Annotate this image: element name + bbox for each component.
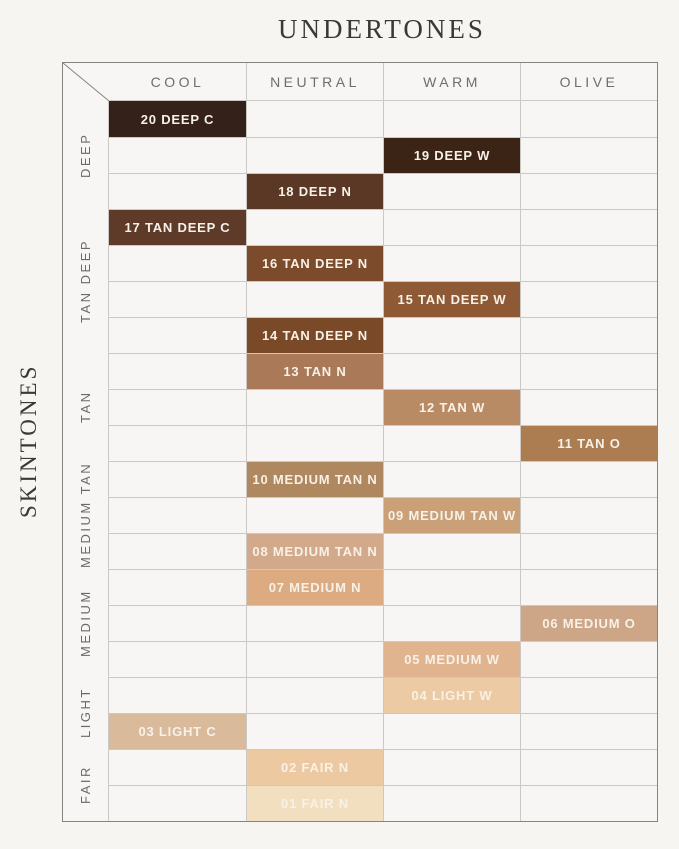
empty-cell	[383, 570, 520, 605]
shade-swatch: 19 DEEP W	[383, 138, 520, 173]
empty-cell	[246, 101, 383, 137]
shade-table	[62, 62, 658, 822]
empty-cell	[383, 426, 520, 461]
shade-row	[109, 245, 657, 281]
shade-swatch: 03 LIGHT C	[109, 714, 246, 749]
shade-swatch: 17 TAN DEEP C	[109, 210, 246, 245]
empty-cell	[109, 138, 246, 173]
shade-row	[109, 173, 657, 209]
shade-swatch: 16 TAN DEEP N	[246, 246, 383, 281]
skintone-group-label: MEDIUM TAN	[78, 461, 93, 569]
shade-swatch: 11 TAN O	[520, 426, 657, 461]
skintone-group-label: LIGHT	[78, 687, 93, 739]
column-header-warm: WARM	[383, 63, 520, 101]
empty-cell	[520, 138, 657, 173]
empty-cell	[109, 174, 246, 209]
undertone-header-row	[63, 63, 657, 101]
shade-row	[109, 101, 657, 137]
shade-swatch: 04 LIGHT W	[383, 678, 520, 713]
empty-cell	[520, 534, 657, 569]
empty-cell	[246, 282, 383, 317]
chart-title: UNDERTONES	[278, 14, 486, 44]
shade-swatch: 08 MEDIUM TAN N	[246, 534, 383, 569]
empty-cell	[520, 570, 657, 605]
empty-cell	[383, 714, 520, 749]
empty-cell	[246, 678, 383, 713]
empty-cell	[109, 678, 246, 713]
shade-swatch: 07 MEDIUM N	[246, 570, 383, 605]
shade-row	[109, 281, 657, 317]
empty-cell	[520, 282, 657, 317]
shade-row	[109, 137, 657, 173]
empty-cell	[246, 714, 383, 749]
empty-cell	[520, 318, 657, 353]
empty-cell	[109, 246, 246, 281]
empty-cell	[109, 354, 246, 389]
empty-cell	[383, 534, 520, 569]
column-header-olive: OLIVE	[520, 63, 657, 101]
empty-cell	[246, 498, 383, 533]
shade-row	[109, 209, 657, 245]
empty-cell	[520, 786, 657, 821]
empty-cell	[109, 750, 246, 785]
shade-row	[109, 353, 657, 389]
empty-cell	[383, 786, 520, 821]
column-header-cool: COOL	[109, 63, 246, 101]
empty-cell	[109, 282, 246, 317]
empty-cell	[520, 462, 657, 497]
column-header-neutral: NEUTRAL	[246, 63, 383, 101]
empty-cell	[383, 462, 520, 497]
empty-cell	[109, 318, 246, 353]
empty-cell	[520, 246, 657, 281]
shade-swatch: 06 MEDIUM O	[520, 606, 657, 641]
shade-swatch: 20 DEEP C	[109, 101, 246, 137]
empty-cell	[383, 101, 520, 137]
shade-swatch: 10 MEDIUM TAN N	[246, 462, 383, 497]
empty-cell	[246, 426, 383, 461]
shade-row	[109, 785, 657, 821]
empty-cell	[109, 534, 246, 569]
shade-row	[109, 569, 657, 605]
shade-row	[109, 713, 657, 749]
shade-swatch: 09 MEDIUM TAN W	[383, 498, 520, 533]
shade-row	[109, 425, 657, 461]
table-body	[63, 101, 657, 821]
skintones-axis-label: SKINTONES	[16, 363, 41, 519]
empty-cell	[246, 642, 383, 677]
empty-cell	[520, 750, 657, 785]
shade-row	[109, 641, 657, 677]
empty-cell	[109, 426, 246, 461]
shade-row	[109, 317, 657, 353]
shade-grid	[109, 101, 657, 821]
empty-cell	[383, 354, 520, 389]
skintone-group-label: DEEP	[78, 132, 93, 178]
empty-cell	[520, 714, 657, 749]
empty-cell	[109, 498, 246, 533]
empty-cell	[383, 246, 520, 281]
empty-cell	[109, 390, 246, 425]
empty-cell	[383, 318, 520, 353]
corner-diagonal-line	[63, 63, 109, 101]
empty-cell	[520, 390, 657, 425]
shade-row	[109, 533, 657, 569]
empty-cell	[246, 138, 383, 173]
empty-cell	[383, 174, 520, 209]
empty-cell	[383, 606, 520, 641]
skintone-group-column	[63, 101, 109, 821]
shade-swatch: 14 TAN DEEP N	[246, 318, 383, 353]
shade-row	[109, 605, 657, 641]
empty-cell	[520, 642, 657, 677]
shade-row	[109, 749, 657, 785]
empty-cell	[109, 462, 246, 497]
empty-cell	[520, 498, 657, 533]
shade-row	[109, 389, 657, 425]
shade-row	[109, 677, 657, 713]
corner-cell	[63, 63, 109, 101]
skintone-group-label: FAIR	[78, 765, 93, 805]
empty-cell	[520, 101, 657, 137]
empty-cell	[109, 642, 246, 677]
shade-swatch: 02 FAIR N	[246, 750, 383, 785]
shade-swatch: 12 TAN W	[383, 390, 520, 425]
empty-cell	[520, 174, 657, 209]
skintone-group-label: MEDIUM	[78, 589, 93, 657]
shade-swatch: 15 TAN DEEP W	[383, 282, 520, 317]
shade-row	[109, 497, 657, 533]
shade-swatch: 18 DEEP N	[246, 174, 383, 209]
empty-cell	[246, 606, 383, 641]
empty-cell	[383, 750, 520, 785]
shade-row	[109, 461, 657, 497]
empty-cell	[109, 606, 246, 641]
empty-cell	[520, 210, 657, 245]
empty-cell	[520, 354, 657, 389]
empty-cell	[246, 210, 383, 245]
shade-swatch: 13 TAN N	[246, 354, 383, 389]
shade-swatch: 05 MEDIUM W	[383, 642, 520, 677]
skintone-group-label: TAN DEEP	[78, 238, 93, 324]
empty-cell	[109, 570, 246, 605]
empty-cell	[109, 786, 246, 821]
skintone-group-label: TAN	[78, 390, 93, 424]
empty-cell	[383, 210, 520, 245]
shade-swatch: 01 FAIR N	[246, 786, 383, 821]
empty-cell	[246, 390, 383, 425]
empty-cell	[520, 678, 657, 713]
